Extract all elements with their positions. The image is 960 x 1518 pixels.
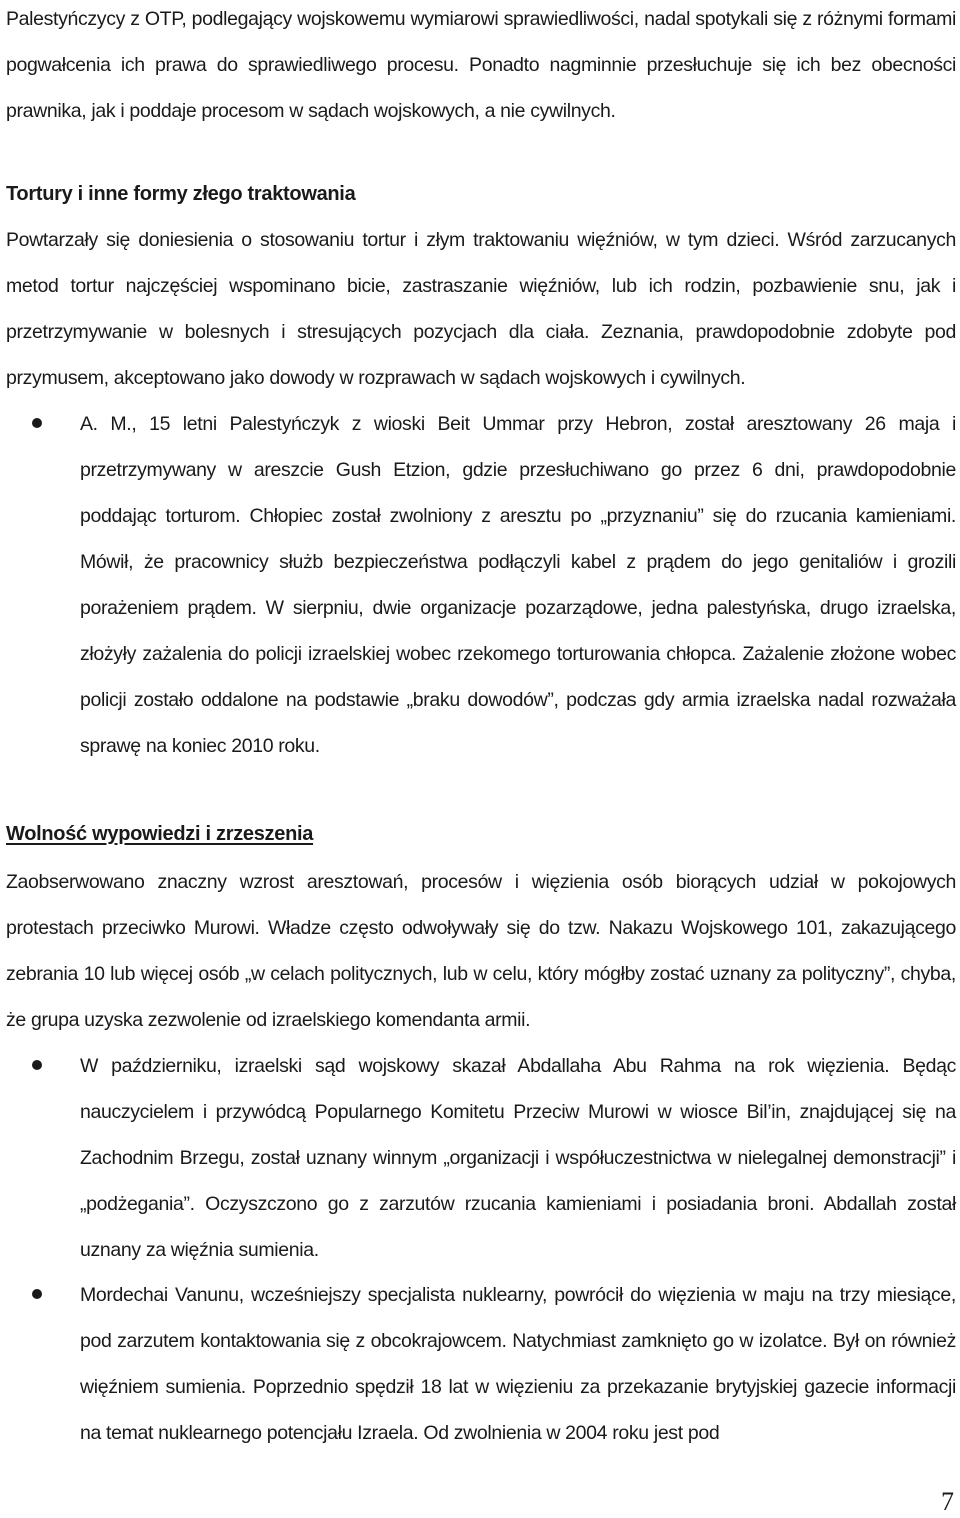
torture-paragraph: Powtarzały się doniesienia o stosowaniu tortur i złym traktowaniu więźniów, w tym dzieci. Wśród zarzucanych metod tortur najczęściej wspominano bicie, zastraszanie więźniów, lub ich rodzin, pozbawienie snu, jak i przetrzymywanie w bolesnych i stresujących pozycjach dla ciała. Zeznania, prawdopodobnie zdobyte pod przymusem, akceptowano jako dowody w rozprawach w sądach wojskowych i cywilnych. (6, 229, 956, 389)
bullet-icon (32, 1289, 42, 1299)
intro-paragraph: Palestyńczycy z OTP, podlegający wojskowemu wymiarowi sprawiedliwości, nadal spotykali się z różnymi formami pogwałcenia ich prawa do sprawiedliwego procesu. Ponadto nagminnie przesłuchuje się ich bez obecności prawnika, jak i poddaje procesom w sądach wojskowych, a nie cywilnych. (6, 8, 956, 122)
list-item-text: Mordechai Vanunu, wcześniejszy specjalista nuklearny, powrócił do więzienia w maju na trzy miesiące, pod zarzutem kontaktowania się z obcokrajowcem. Natychmiast zamknięto go w izolatce. Był on również więźniem sumienia. Poprzednio spędził 18 lat w więzieniu za przekazanie brytyjskiej gazecie informacji na temat nuklearnego potencjału Izraela. Od zwolnienia w 2004 roku jest pod (80, 1284, 956, 1444)
list-item-am (80, 401, 956, 769)
page-number: 7 (941, 1487, 954, 1516)
bullet-icon (32, 418, 42, 428)
list-item-vanunu (80, 1272, 956, 1456)
freedom-paragraph: Zaobserwowano znaczny wzrost aresztowań, procesów i więzienia osób biorących udział w pokojowych protestach przeciwko Murowi. Władze często odwoływały się do tzw. Nakazu Wojskowego 101, zakazującego zebrania 10 lub więcej osób „w celach politycznych, lub w celu, który mógłby zostać uznany za polityczny”, chyba, że grupa uzyska zezwolenie od izraelskiego komendanta armii. (6, 871, 956, 1031)
list-item-abu-rahma (80, 1043, 956, 1273)
list-item-text: W październiku, izraelski sąd wojskowy skazał Abdallaha Abu Rahma na rok więzienia. Będąc nauczycielem i przywódcą Popularnego Komitetu Przeciw Murowi w wiosce Bil’in, znajdującej się na Zachodnim Brzegu, został uznany winnym „organizacji i współuczestnictwa w nielegalnej demonstracji” i „podżegania”. Oczyszczono go z zarzutów rzucania kamieniami i posiadania broni. Abdallah został uznany za więźnia sumienia. (80, 1055, 956, 1261)
bullet-icon (32, 1060, 42, 1070)
section-heading-torture: Tortury i inne formy złego traktowania (6, 183, 356, 205)
section-heading-freedom: Wolność wypowiedzi i zrzeszenia (6, 823, 314, 845)
list-item-text: A. M., 15 letni Palestyńczyk z wioski Beit Ummar przy Hebron, został aresztowany 26 maja i przetrzymywany w areszcie Gush Etzion, gdzie przesłuchiwano go przez 6 dni, prawdopodobnie poddając torturom. Chłopiec został zwolniony z aresztu po „przyznaniu” się do rzucania kamieniami. Mówił, że pracownicy służb bezpieczeństwa podłączyli kabel z prądem do jego genitaliów i grozili porażeniem prądem. W sierpniu, dwie organizacje pozarządowe, jedna palestyńska, drugo izraelska, złożyły zażalenia do policji izraelskiej wobec rzekomego torturowania chłopca. Zażalenie złożone wobec policji zostało oddalone na podstawie „braku dowodów”, podczas gdy armia izraelska nadal rozważała sprawę na koniec 2010 roku. (80, 413, 956, 757)
